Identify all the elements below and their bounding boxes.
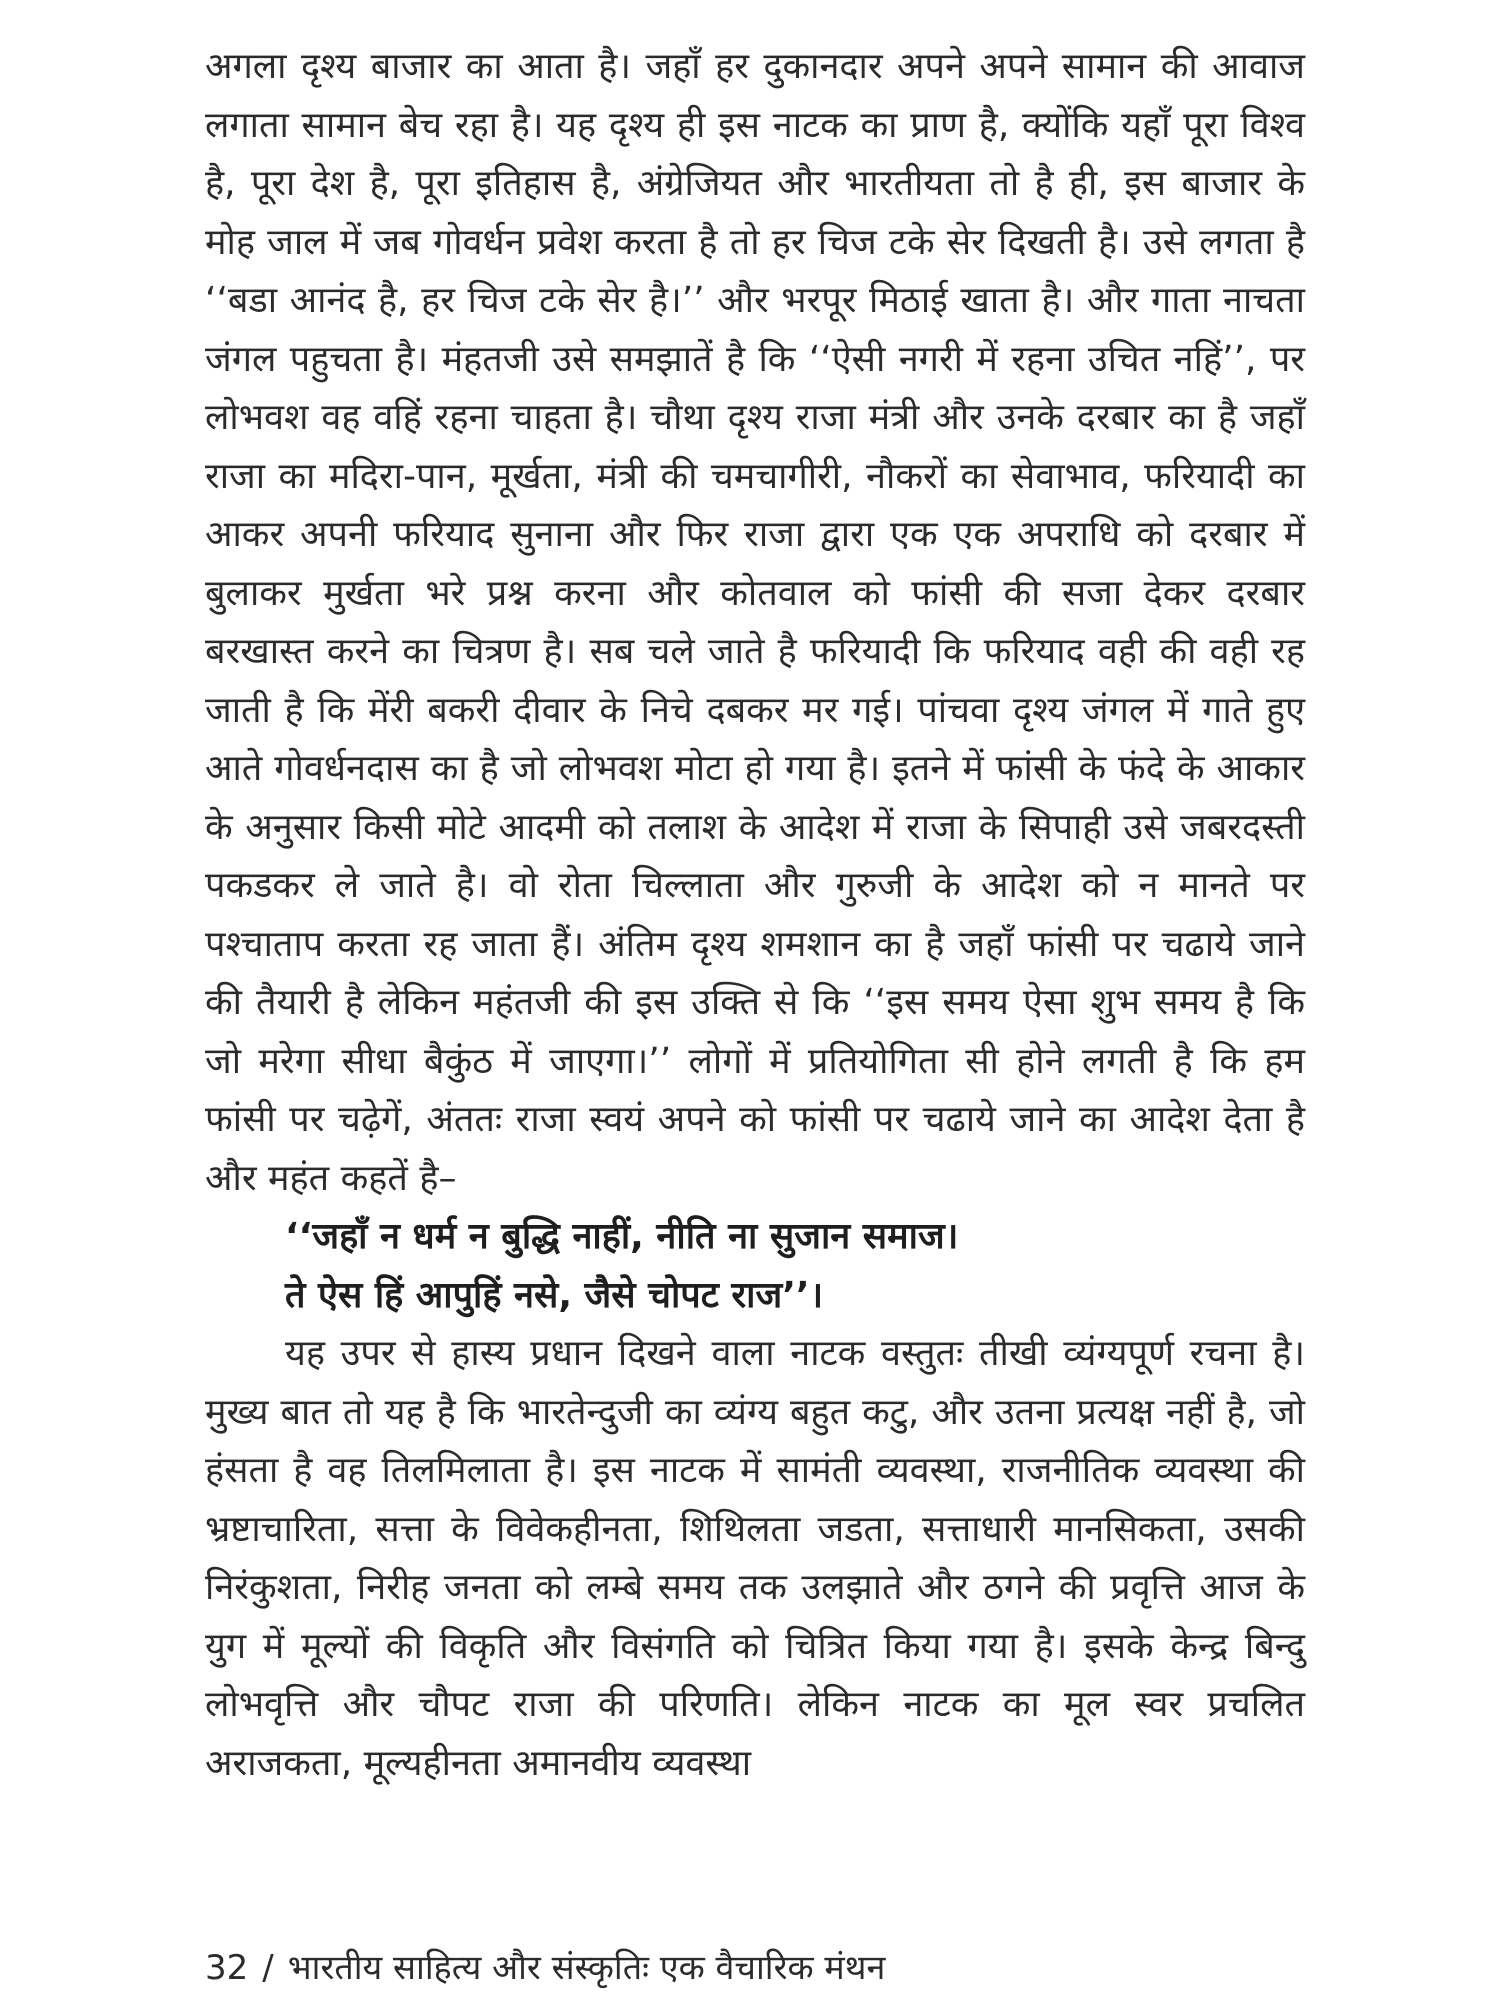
page-number: 32 (205, 1948, 249, 1988)
page-footer (205, 1948, 885, 1988)
verse-line: ‘‘जहाँ न धर्म न बुद्धि नाहीं, नीति ना सुजान समाज। (285, 1216, 959, 1257)
page-body (205, 38, 1305, 1793)
paragraph: यह उपर से हास्य प्रधान दिखने वाला नाटक वस्तुतः तीखी व्यंग्यपूर्ण रचना है। मुख्य बात तो यह है कि भारतेन्दुजी का व्यंग्य बहुत कटु, और उतना प्रत्यक्ष नहीं है, जो हंसता है वह तिलमिलाता है। इस नाटक में सामंती व्यवस्था, राजनीतिक व्यवस्था की भ्रष्टाचारिता, सत्ता के विवेकहीनता, शिथिलता जडता, सत्ताधारी मानसिकता, उसकी निरंकुशता, निरीह जनता को लम्बे समय तक उलझाते और ठगने की प्रवृत्ति आज के युग में मूल्यों की विकृति और विसंगति को चित्रित किया गया है। इसके केन्द्र बिन्दु लोभवृत्ति और चौपट राजा की परिणति। लेकिन नाटक का मूल स्वर प्रचलित अराजकता, मूल्यहीनता अमानवीय व्यवस्था (205, 1333, 1305, 1784)
paragraph: अगला दृश्य बाजार का आता है। जहाँ हर दुकानदार अपने अपने सामान की आवाज लगाता सामान बेच रहा है। यह दृश्य ही इस नाटक का प्राण है, क्योंकि यहाँ पूरा विश्व है, पूरा देश है, पूरा इतिहास है, अंग्रेजियत और भारतीयता तो है ही, इस बाजार के मोह जाल में जब गोवर्धन प्रवेश करता है तो हर चिज टके सेर दिखती है। उसे लगता है ‘‘बडा आनंद है, हर चिज टके सेर है।’’ और भरपूर मिठाई खाता है। और गाता नाचता जंगल पहुचता है। मंहतजी उसे समझातें है कि ‘‘ऐसी नगरी में रहना उचित नहिं’’, पर लोभवश वह वहिं रहना चाहता है। चौथा दृश्य राजा मंत्री और उनके दरबार का है जहाँ राजा का मदिरा-पान, मूर्खता, मंत्री की चमचागीरी, नौकरों का सेवाभाव, फरियादी का आकर अपनी फरियाद सुनाना और फिर राजा द्वारा एक एक अपराधि को दरबार में बुलाकर मुर्खता भरे प्रश्न करना और कोतवाल को फांसी की सजा देकर दरबार बरखास्त करने का चित्रण है। सब चले जाते है फरियादी कि फरियाद वही की वही रह जाती है कि मेंरी बकरी दीवार के निचे दबकर मर गई। पांचवा दृश्य जंगल में गाते हुए आते गोवर्धनदास का है जो लोभवश मोटा हो गया है। इतने में फांसी के फंदे के आकार के अनुसार किसी मोटे आदमी को तलाश के आदेश में राजा के सिपाही उसे जबरदस्ती पकडकर ले जाते है। वो रोता चिल्लाता और गुरुजी के आदेश को न मानते पर पश्चाताप करता रह जाता हैं। अंतिम दृश्य शमशान का है जहाँ फांसी पर चढाये जाने की तैयारी है लेकिन महंतजी की इस उक्ति से कि ‘‘इस समय ऐसा शुभ समय है कि जो मरेगा सीधा बैकुंठ में जाएगा।’’ लोगों में प्रतियोगिता सी होने लगती है कि हम फांसी पर चढ़ेगें, अंततः राजा स्वयं अपने को फांसी पर चढाये जाने का आदेश देता है और महंत कहतें है– (205, 46, 1305, 1199)
verse-quote (205, 1208, 1305, 1325)
book-title: भारतीय साहित्य और संस्कृतिः एक वैचारिक मंथन (287, 1948, 886, 1988)
footer-separator: / (262, 1948, 274, 1988)
verse-line: ते ऐस हिं आपुहिं नसे, जैसे चोपट राज’’। (285, 1274, 824, 1316)
